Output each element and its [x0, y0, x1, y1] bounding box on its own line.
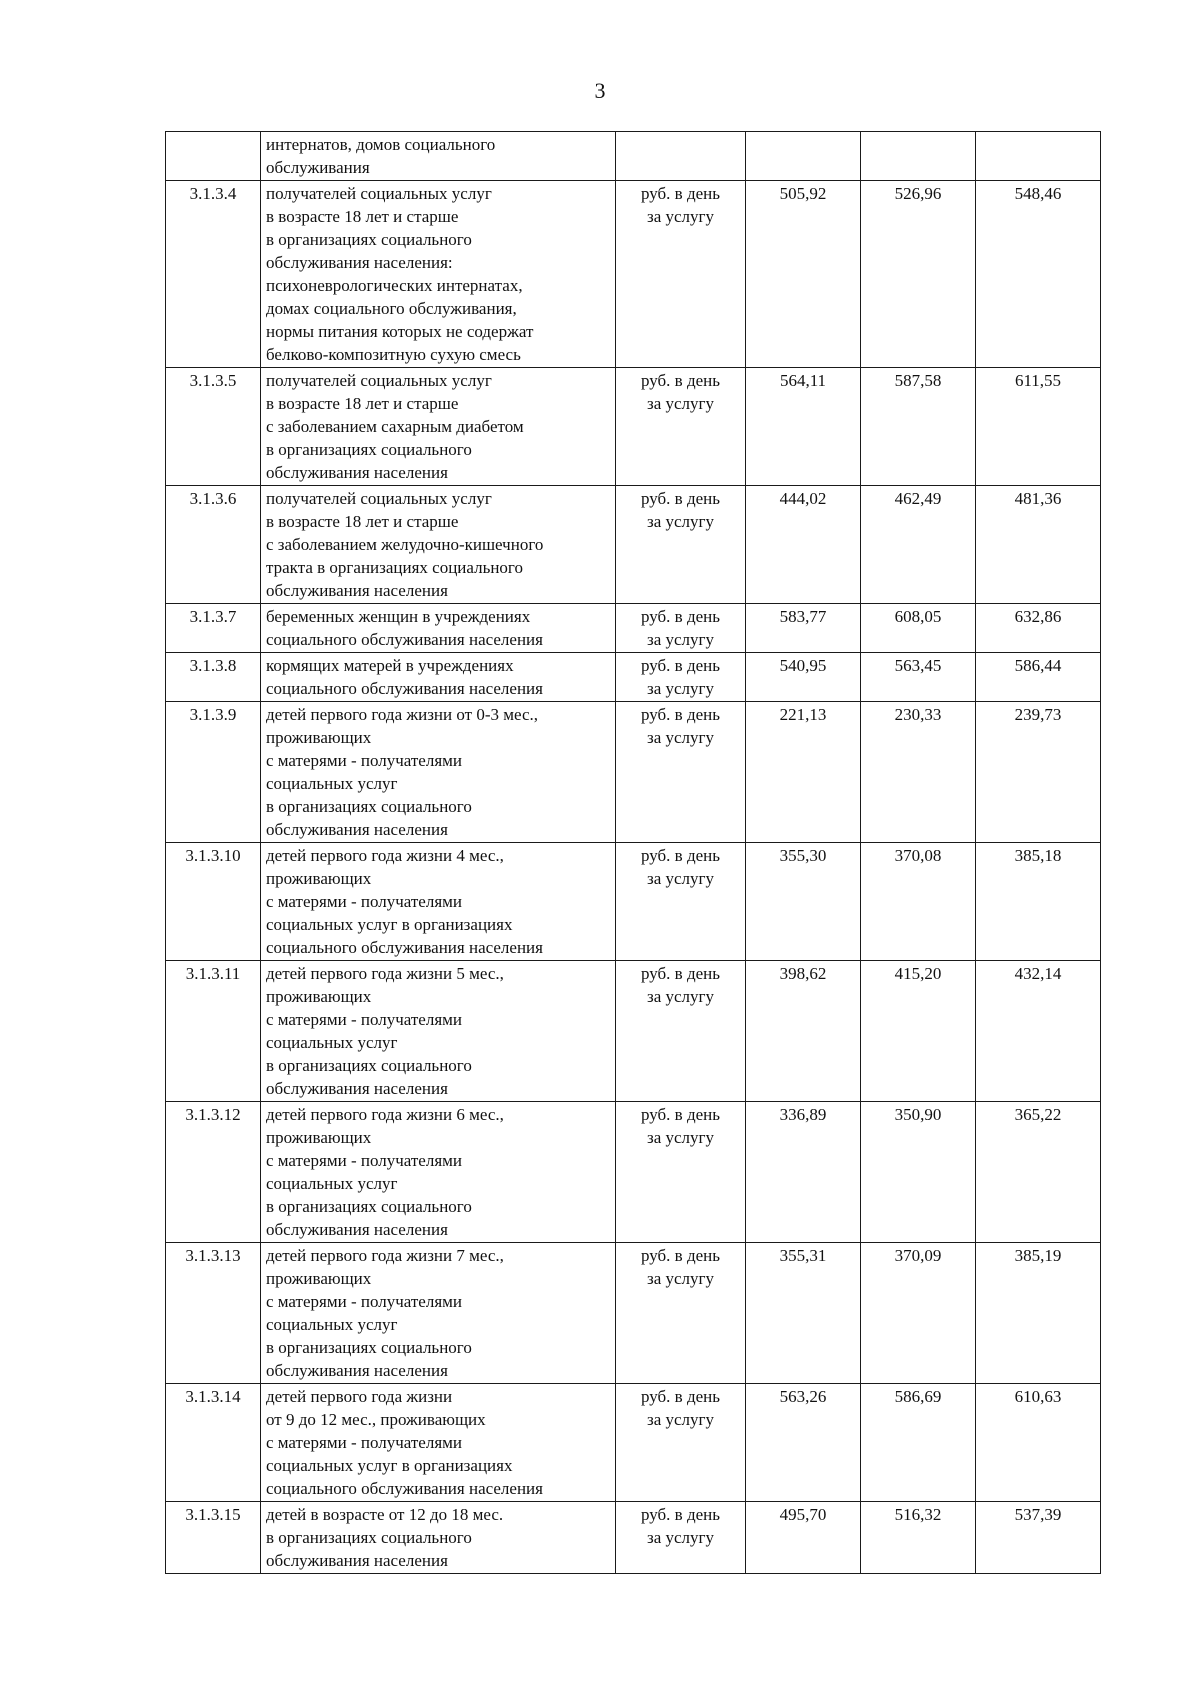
row-value-1: 505,92	[746, 181, 861, 368]
row-description: получателей социальных услуг в возрасте 18 лет и старше с заболеванием сахарным диабетом в организациях социального обслуживания населения	[261, 368, 616, 486]
row-description: детей первого года жизни 7 мес., проживающих с матерями - получателями социальных услуг в организациях социального обслуживания населения	[261, 1243, 616, 1384]
table-row	[166, 1502, 1101, 1574]
row-value-2: 526,96	[861, 181, 976, 368]
row-value-3: 537,39	[976, 1502, 1101, 1574]
rates-table-body	[166, 132, 1101, 1574]
table-row	[166, 132, 1101, 181]
row-description: детей первого года жизни 6 мес., проживающих с матерями - получателями социальных услуг в организациях социального обслуживания населения	[261, 1102, 616, 1243]
row-value-2: 370,09	[861, 1243, 976, 1384]
row-description: детей первого года жизни от 9 до 12 мес., проживающих с матерями - получателями социальных услуг в организациях социального обслуживания населения	[261, 1384, 616, 1502]
row-code: 3.1.3.14	[166, 1384, 261, 1502]
table-row	[166, 843, 1101, 961]
row-code: 3.1.3.15	[166, 1502, 261, 1574]
row-description: интернатов, домов социального обслуживания	[261, 132, 616, 181]
row-unit: руб. в день за услугу	[616, 843, 746, 961]
row-description: детей первого года жизни 5 мес., проживающих с матерями - получателями социальных услуг в организациях социального обслуживания населения	[261, 961, 616, 1102]
row-value-3	[976, 132, 1101, 181]
row-value-1	[746, 132, 861, 181]
row-description: детей в возрасте от 12 до 18 мес. в организациях социального обслуживания населения	[261, 1502, 616, 1574]
row-code: 3.1.3.4	[166, 181, 261, 368]
table-row	[166, 181, 1101, 368]
row-value-2: 587,58	[861, 368, 976, 486]
row-code: 3.1.3.12	[166, 1102, 261, 1243]
row-code: 3.1.3.6	[166, 486, 261, 604]
row-value-1: 355,30	[746, 843, 861, 961]
table-row	[166, 604, 1101, 653]
row-description: детей первого года жизни от 0-3 мес., проживающих с матерями - получателями социальных услуг в организациях социального обслуживания населения	[261, 702, 616, 843]
page-number: 3	[594, 78, 606, 103]
row-code: 3.1.3.9	[166, 702, 261, 843]
table-row	[166, 486, 1101, 604]
row-value-1: 444,02	[746, 486, 861, 604]
row-value-3: 586,44	[976, 653, 1101, 702]
row-unit: руб. в день за услугу	[616, 1243, 746, 1384]
row-description: беременных женщин в учреждениях социального обслуживания населения	[261, 604, 616, 653]
row-value-3: 632,86	[976, 604, 1101, 653]
row-value-3: 239,73	[976, 702, 1101, 843]
row-value-1: 583,77	[746, 604, 861, 653]
row-code: 3.1.3.7	[166, 604, 261, 653]
row-unit: руб. в день за услугу	[616, 1502, 746, 1574]
table-row	[166, 653, 1101, 702]
row-value-1: 355,31	[746, 1243, 861, 1384]
row-description: получателей социальных услуг в возрасте 18 лет и старше в организациях социального обслуживания населения: психоневрологических интернатах, домах социального обслуживания, нормы питания которых не содержат белково-композитную сухую смесь	[261, 181, 616, 368]
row-description: кормящих матерей в учреждениях социального обслуживания населения	[261, 653, 616, 702]
row-value-1: 336,89	[746, 1102, 861, 1243]
row-value-2: 608,05	[861, 604, 976, 653]
row-unit: руб. в день за услугу	[616, 181, 746, 368]
row-code	[166, 132, 261, 181]
row-unit: руб. в день за услугу	[616, 486, 746, 604]
row-unit: руб. в день за услугу	[616, 368, 746, 486]
row-value-1: 563,26	[746, 1384, 861, 1502]
row-value-3: 610,63	[976, 1384, 1101, 1502]
table-row	[166, 961, 1101, 1102]
table-row	[166, 1243, 1101, 1384]
row-unit: руб. в день за услугу	[616, 961, 746, 1102]
row-value-3: 385,19	[976, 1243, 1101, 1384]
row-value-2: 462,49	[861, 486, 976, 604]
row-value-1: 398,62	[746, 961, 861, 1102]
table-row	[166, 1102, 1101, 1243]
row-description: детей первого года жизни 4 мес., проживающих с матерями - получателями социальных услуг в организациях социального обслуживания населения	[261, 843, 616, 961]
row-unit: руб. в день за услугу	[616, 702, 746, 843]
row-code: 3.1.3.13	[166, 1243, 261, 1384]
row-description: получателей социальных услуг в возрасте 18 лет и старше с заболеванием желудочно-кишечного тракта в организациях социального обслуживания населения	[261, 486, 616, 604]
row-value-2: 563,45	[861, 653, 976, 702]
row-value-3: 385,18	[976, 843, 1101, 961]
row-value-1: 221,13	[746, 702, 861, 843]
row-value-3: 481,36	[976, 486, 1101, 604]
row-code: 3.1.3.5	[166, 368, 261, 486]
row-value-2: 370,08	[861, 843, 976, 961]
row-value-2: 350,90	[861, 1102, 976, 1243]
row-value-2: 516,32	[861, 1502, 976, 1574]
row-value-2: 415,20	[861, 961, 976, 1102]
row-value-3: 611,55	[976, 368, 1101, 486]
row-unit: руб. в день за услугу	[616, 1102, 746, 1243]
row-unit: руб. в день за услугу	[616, 1384, 746, 1502]
row-value-1: 564,11	[746, 368, 861, 486]
rates-table	[165, 131, 1101, 1574]
row-value-3: 365,22	[976, 1102, 1101, 1243]
row-value-2: 586,69	[861, 1384, 976, 1502]
row-unit	[616, 132, 746, 181]
row-value-1: 495,70	[746, 1502, 861, 1574]
row-value-3: 548,46	[976, 181, 1101, 368]
table-row	[166, 702, 1101, 843]
row-code: 3.1.3.8	[166, 653, 261, 702]
table-row	[166, 1384, 1101, 1502]
row-code: 3.1.3.11	[166, 961, 261, 1102]
row-code: 3.1.3.10	[166, 843, 261, 961]
table-row	[166, 368, 1101, 486]
row-unit: руб. в день за услугу	[616, 653, 746, 702]
row-value-2	[861, 132, 976, 181]
row-value-2: 230,33	[861, 702, 976, 843]
row-value-3: 432,14	[976, 961, 1101, 1102]
row-unit: руб. в день за услугу	[616, 604, 746, 653]
row-value-1: 540,95	[746, 653, 861, 702]
